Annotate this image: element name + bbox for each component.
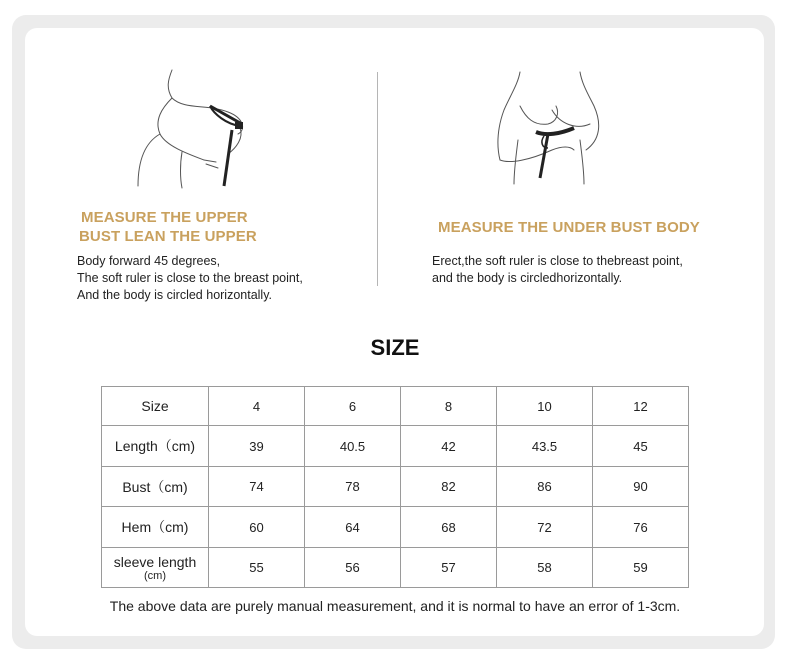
header-cell: 12	[593, 387, 689, 426]
underbust-measure-description	[432, 253, 683, 287]
lean-heading-line2: BUST LEAN THE UPPER	[79, 228, 257, 245]
lean-desc-line1: Body forward 45 degrees,	[77, 254, 221, 268]
table-cell: 68	[401, 507, 497, 548]
header-cell: 8	[401, 387, 497, 426]
table-cell: 56	[305, 548, 401, 588]
table-cell: 39	[209, 426, 305, 467]
table-row	[102, 426, 689, 467]
table-cell: 74	[209, 467, 305, 507]
table-cell: 72	[497, 507, 593, 548]
row-label-unit: (cm)	[144, 569, 166, 582]
row-label: Hem（cm)	[102, 507, 209, 548]
size-title: SIZE	[370, 335, 420, 360]
table-cell: 55	[209, 548, 305, 588]
table-cell: 64	[305, 507, 401, 548]
lean-measure-illustration	[132, 68, 252, 193]
table-row	[102, 548, 689, 588]
table-cell: 42	[401, 426, 497, 467]
table-header-row	[102, 387, 689, 426]
table-row	[102, 507, 689, 548]
row-label	[102, 548, 209, 588]
header-cell: 10	[497, 387, 593, 426]
table-cell: 76	[593, 507, 689, 548]
table-cell: 43.5	[497, 426, 593, 467]
underbust-measure-heading: MEASURE THE UNDER BUST BODY	[438, 219, 700, 236]
table-cell: 78	[305, 467, 401, 507]
table-cell: 59	[593, 548, 689, 588]
table-cell: 58	[497, 548, 593, 588]
lean-desc-line3: And the body is circled horizontally.	[77, 288, 273, 302]
row-label-main: sleeve length	[113, 553, 197, 570]
header-cell: 4	[209, 387, 305, 426]
table-cell: 82	[401, 467, 497, 507]
header-cell: Size	[102, 387, 209, 426]
lean-desc-line2: The soft ruler is close to the breast point,	[77, 271, 303, 285]
table-cell: 90	[593, 467, 689, 507]
underbust-measure-illustration	[490, 70, 610, 185]
table-cell: 40.5	[305, 426, 401, 467]
table-cell: 45	[593, 426, 689, 467]
underbust-desc-line2: and the body is circledhorizontally.	[432, 271, 623, 285]
lean-measure-description	[77, 253, 303, 304]
size-table	[101, 386, 689, 588]
table-row	[102, 467, 689, 507]
header-cell: 6	[305, 387, 401, 426]
row-label: Bust（cm)	[102, 467, 209, 507]
underbust-desc-line1: Erect,the soft ruler is close to thebreast point,	[432, 254, 683, 268]
table-cell: 60	[209, 507, 305, 548]
table-cell: 57	[401, 548, 497, 588]
lean-heading-line1: MEASURE THE UPPER	[81, 209, 248, 226]
section-divider	[377, 72, 378, 286]
table-cell: 86	[497, 467, 593, 507]
lean-measure-heading	[79, 208, 257, 246]
row-label: Length（cm)	[102, 426, 209, 467]
measurement-note: The above data are purely manual measurement, and it is normal to have an error of 1-3cm.	[109, 598, 681, 614]
